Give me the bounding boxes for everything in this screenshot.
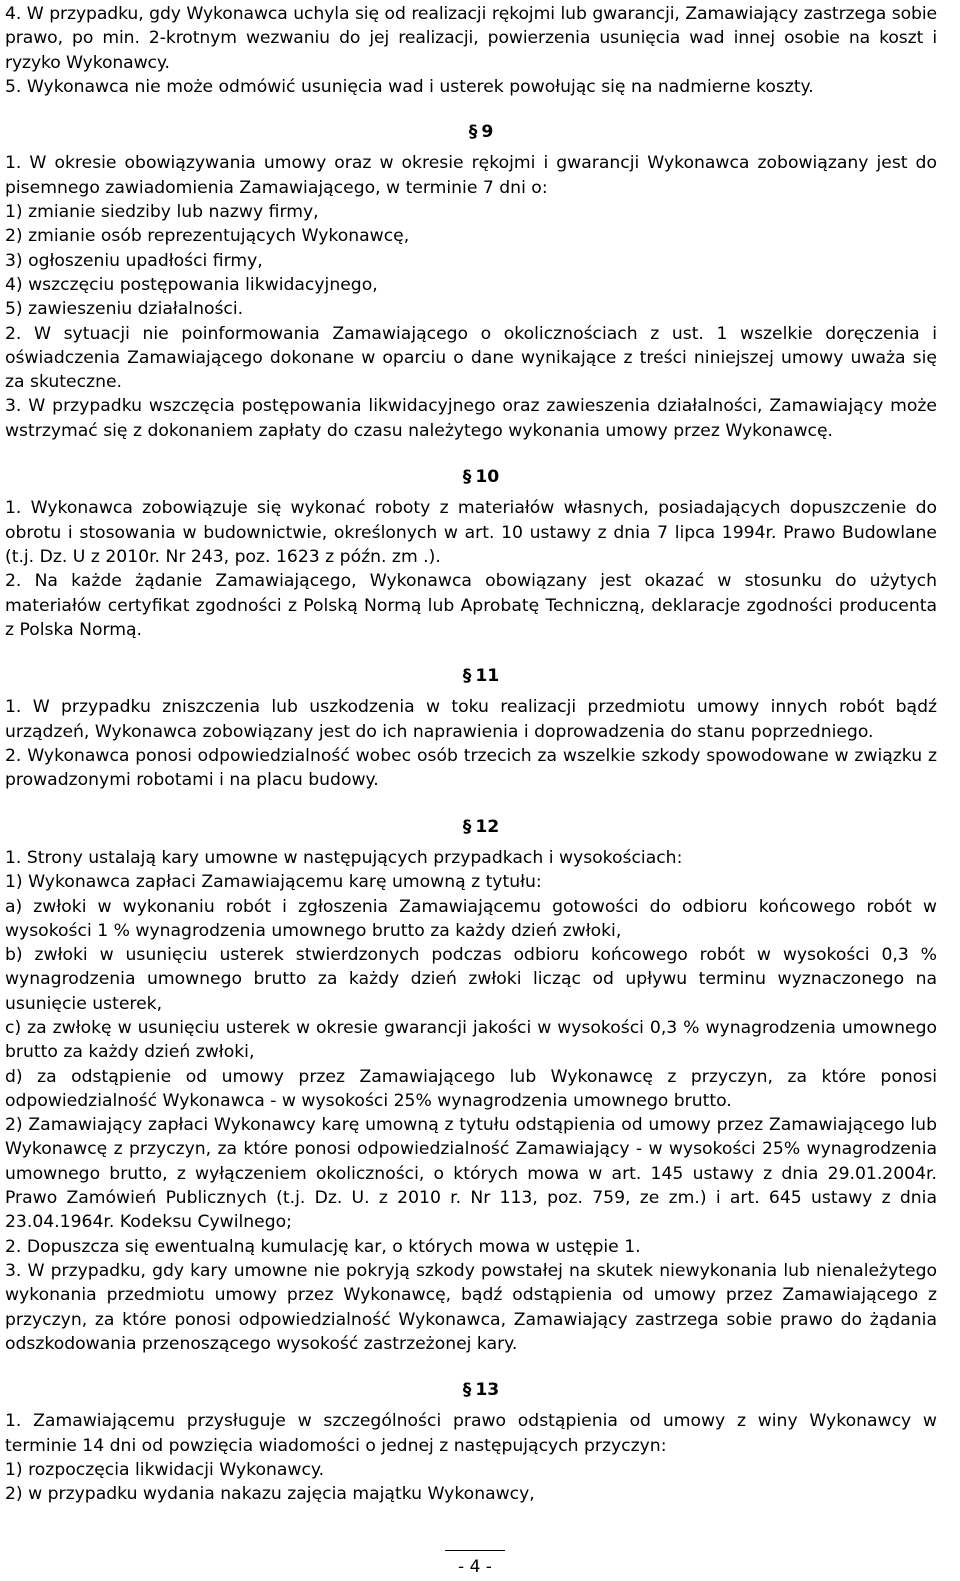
section-12-item-d: d) za odstąpienie od umowy przez Zamawiającego lub Wykonawcę z przyczyn, za które ponosi odpowiedzialność Wykonawca - w wysokości 25% wynagrodzenia umownego brutto.	[5, 1066, 937, 1111]
page-number: - 4 -	[445, 1550, 505, 1579]
section-12-paragraph-2: 2. Dopuszcza się ewentualną kumulację kar, o których mowa w ustępie 1.	[5, 1236, 641, 1257]
section-12-item-2: 2) Zamawiający zapłaci Wykonawcy karę umowną z tytułu odstąpienia od umowy przez Zamawiającego lub Wykonawcę z przyczyn, za które ponosi odpowiedzialność Zamawiający - w wysokości 25% wynagrodzenia umownego brutto, z wyłączeniem okoliczności, o których mowa w art. 145 ustawy z dnia 29.01.2004r. Prawo Zamówień Publicznych (t.j. Dz. U. z 2010 r. Nr 113, poz. 759, ze zm.) i art. 645 ustawy z dnia 23.04.1964r. Kodeksu Cywilnego;	[5, 1115, 937, 1233]
intro-paragraph-5: 5. Wykonawca nie może odmówić usunięcia wad i usterek powołując się na nadmierne koszty.	[5, 76, 814, 97]
section-12-item-1: 1) Wykonawca zapłaci Zamawiającemu karę umowną z tytułu:	[5, 872, 542, 893]
document-page	[5, 2, 937, 1507]
section-10-paragraph-2: 2. Na każde żądanie Zamawiającego, Wykonawca obowiązany jest okazać w stosunku do użytych materiałów certyfikat zgodności z Polską Normą lub Aprobatę Techniczną, deklaracje zgodności producenta z Polska Normą.	[5, 571, 937, 640]
section-number: 12	[475, 816, 500, 837]
section-9-paragraph-1: 1. W okresie obowiązywania umowy oraz w okresie rękojmi i gwarancji Wykonawca zobowiązany jest do pisemnego zawiadomienia Zamawiającego, w terminie 7 dni o:	[5, 153, 937, 198]
section-9-item-4: 4) wszczęciu postępowania likwidacyjnego,	[5, 274, 378, 295]
section-12-paragraph-1: 1. Strony ustalają kary umowne w następujących przypadkach i wysokościach:	[5, 847, 683, 868]
section-symbol: §	[462, 467, 472, 488]
section-heading-12	[5, 815, 937, 839]
intro-paragraph-4: 4. W przypadku, gdy Wykonawca uchyla się od realizacji rękojmi lub gwarancji, Zamawiający zastrzega sobie prawo, po min. 2-krotnym wezwaniu do jej realizacji, powierzenia usunięcia wad innej osobie na koszt i ryzyko Wykonawcy.	[5, 4, 937, 73]
section-heading-13	[5, 1378, 937, 1402]
section-13-paragraph-1: 1. Zamawiającemu przysługuje w szczególności prawo odstąpienia od umowy z winy Wykonawcy w terminie 14 dni od powzięcia wiadomości o jednej z następujących przyczyn:	[5, 1411, 937, 1456]
section-symbol: §	[462, 1380, 472, 1401]
section-symbol: §	[468, 122, 478, 143]
section-12-item-c: c) za zwłokę w usunięciu usterek w okresie gwarancji jakości w wysokości 0,3 % wynagrodzenia umownego brutto za każdy dzień zwłoki,	[5, 1017, 937, 1063]
section-13-item-2: 2) w przypadku wydania nakazu zajęcia majątku Wykonawcy,	[5, 1484, 535, 1505]
section-symbol: §	[462, 816, 472, 837]
page-footer	[0, 1550, 950, 1579]
section-number: 9	[481, 122, 494, 143]
section-9-item-5: 5) zawieszeniu działalności.	[5, 299, 244, 320]
section-13-item-1: 1) rozpoczęcia likwidacji Wykonawcy.	[5, 1460, 325, 1481]
section-number: 11	[475, 666, 500, 687]
section-12-item-b: b) zwłoki w usunięciu usterek stwierdzonych podczas odbioru końcowego robót w wysokości 0,3 % wynagrodzenia umownego brutto za każdy dzień zwłoki licząc od upływu terminu wyznaczonego na usunięcie usterek,	[5, 945, 937, 1014]
section-11-paragraph-1: 1. W przypadku zniszczenia lub uszkodzenia w toku realizacji przedmiotu umowy innych robót bądź urządzeń, Wykonawca zobowiązany jest do ich naprawienia i doprowadzenia do stanu poprzedniego.	[5, 697, 937, 742]
section-12-item-a: a) zwłoki w wykonaniu robót i zgłoszenia Zamawiającemu gotowości do odbioru końcowego robót w wysokości 1 % wynagrodzenia umownego brutto za każdy dzień zwłoki,	[5, 896, 937, 941]
section-heading-11	[5, 664, 937, 688]
section-number: 13	[475, 1380, 500, 1401]
section-9-item-1: 1) zmianie siedziby lub nazwy firmy,	[5, 202, 319, 223]
section-9-item-2: 2) zmianie osób reprezentujących Wykonawcę,	[5, 226, 410, 247]
section-9-paragraph-3: 3. W przypadku wszczęcia postępowania likwidacyjnego oraz zawieszenia działalności, Zamawiający może wstrzymać się z dokonaniem zapłaty do czasu należytego wykonania umowy przez Wykonawcę.	[5, 396, 937, 441]
section-12-paragraph-3: 3. W przypadku, gdy kary umowne nie pokryją szkody powstałej na skutek niewykonania lub nienależytego wykonania przedmiotu umowy przez Wykonawcę, bądź odstąpienia od umowy przez Zamawiającego z przyczyn, za które ponosi odpowiedzialność Wykonawca, Zamawiający zastrzega sobie prawo do żądania odszkodowania przenoszącego wysokość zastrzeżonej kary.	[5, 1260, 937, 1354]
section-9-paragraph-2: 2. W sytuacji nie poinformowania Zamawiającego o okolicznościach z ust. 1 wszelkie doręczenia i oświadczenia Zamawiającego dokonane w oparciu o dane wynikające z treści niniejszej umowy uważa się za skuteczne.	[5, 323, 937, 393]
section-9-item-3: 3) ogłoszeniu upadłości firmy,	[5, 250, 263, 271]
section-11-paragraph-2: 2. Wykonawca ponosi odpowiedzialność wobec osób trzecich za wszelkie szkody spowodowane w związku z prowadzonymi robotami i na placu budowy.	[5, 746, 937, 791]
section-number: 10	[475, 467, 500, 488]
section-symbol: §	[462, 666, 472, 687]
section-10-paragraph-1: 1. Wykonawca zobowiązuje się wykonać roboty z materiałów własnych, posiadających dopuszczenie do obrotu i stosowania w budownictwie, określonych w art. 10 ustawy z dnia 7 lipca 1994r. Prawo Budowlane (t.j. Dz. U z 2010r. Nr 243, poz. 1623 z późn. zm .).	[5, 498, 937, 567]
section-heading-10	[5, 465, 937, 489]
section-heading-9	[5, 120, 937, 144]
